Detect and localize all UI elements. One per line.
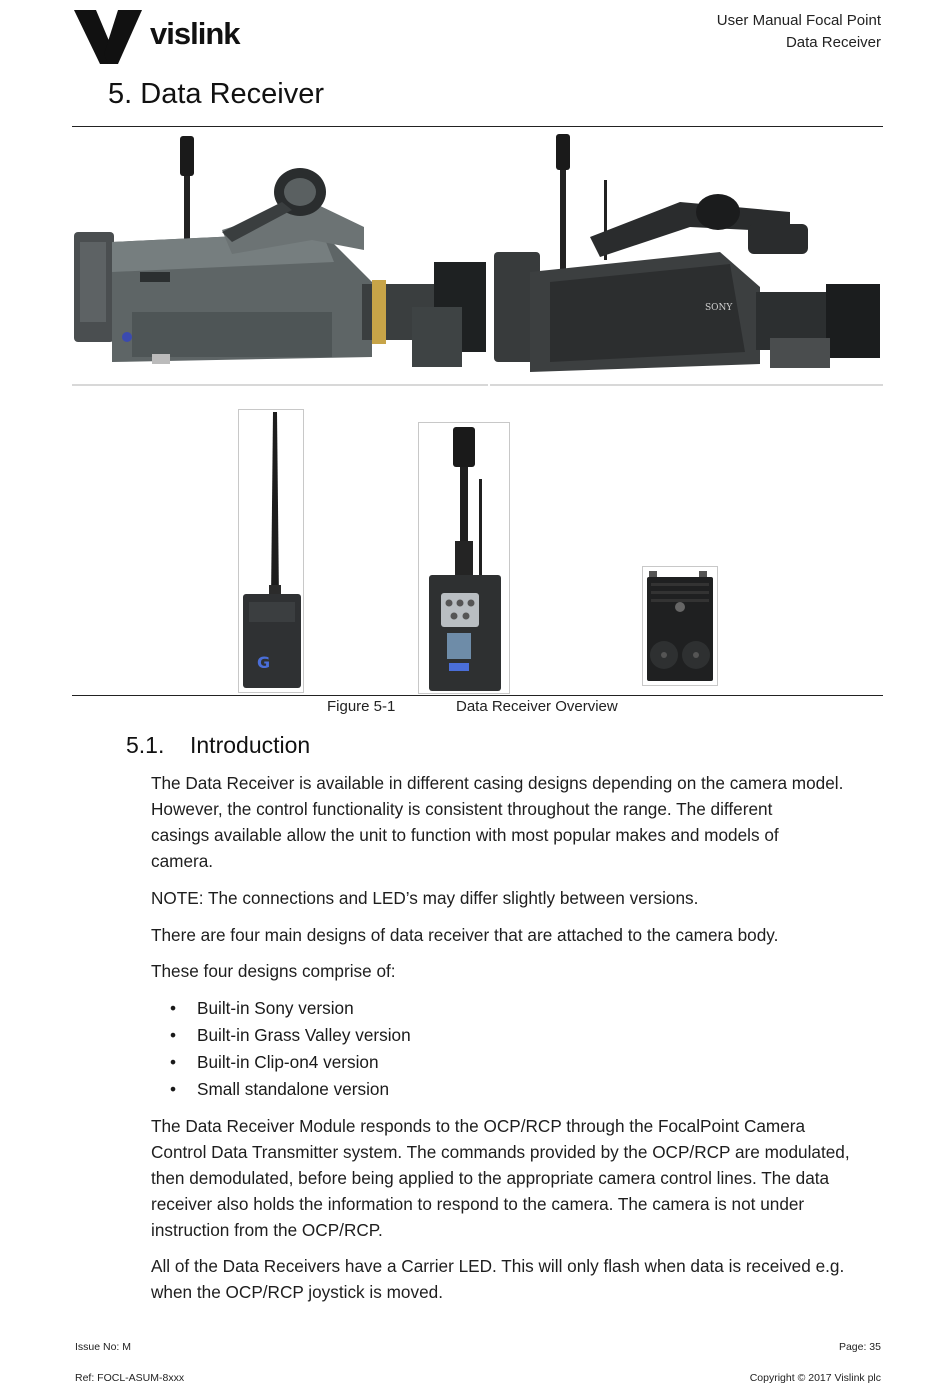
bullet-icon: • xyxy=(170,1025,177,1045)
section-number: 5.1. xyxy=(126,732,165,758)
list-item xyxy=(151,1022,851,1049)
figure-number: Figure 5-1 xyxy=(327,698,396,715)
receiver-photo-standalone-unit xyxy=(642,566,718,686)
chapter-number: 5. xyxy=(108,78,133,110)
list-item xyxy=(151,1076,851,1103)
text-line: when the OCP/RCP joystick is moved. xyxy=(151,1282,443,1302)
text-line: instruction from the OCP/RCP. xyxy=(151,1220,383,1240)
header-rule xyxy=(72,126,883,127)
section-heading xyxy=(126,732,310,759)
text-line: camera. xyxy=(151,851,214,871)
vislink-logo xyxy=(74,8,264,66)
page-number: Page: 35 xyxy=(838,1341,881,1353)
list-item xyxy=(151,1049,851,1076)
bullet-icon: • xyxy=(170,1052,177,1072)
text-line: NOTE: The connections and LED’s may differ slightly between versions. xyxy=(151,888,699,908)
camera-photo-left xyxy=(72,132,488,386)
vislink-v-mark-icon xyxy=(74,8,146,66)
document-ref: Ref: FOCL-ASUM-8xxx xyxy=(75,1372,185,1384)
camera-photo-right xyxy=(490,132,883,386)
manual-section: Data Receiver xyxy=(785,34,881,51)
receiver-photo-antenna-unit xyxy=(238,409,304,693)
text-line: Control Data Transmitter system. The commands provided by the OCP/RCP are modulated, xyxy=(151,1142,850,1162)
figure-rule xyxy=(72,695,883,696)
text-line: There are four main designs of data receiver that are attached to the camera body. xyxy=(151,925,779,945)
text-line: All of the Data Receivers have a Carrier LED. This will only flash when data is received e.g. xyxy=(151,1256,845,1276)
section-title: Introduction xyxy=(190,732,311,758)
list-item xyxy=(151,995,851,1022)
bullet-icon: • xyxy=(170,998,177,1018)
paragraph-carrier-led xyxy=(151,1253,886,1305)
issue-number: Issue No: M xyxy=(75,1341,132,1353)
text-line: The Data Receiver Module responds to the OCP/RCP through the FocalPoint Camera xyxy=(151,1116,806,1136)
manual-title: User Manual Focal Point xyxy=(716,12,881,29)
text-line: receiver also holds the information to respond to the camera. The camera is not under xyxy=(151,1194,805,1214)
paragraph-intro xyxy=(151,770,886,874)
paragraph-comprise xyxy=(151,958,886,984)
sony-badge: SONY xyxy=(705,303,733,313)
text-line: The Data Receiver is available in different casing designs depending on the camera model. xyxy=(151,773,844,793)
chapter-title: Data Receiver xyxy=(140,78,324,110)
text-line: However, the control functionality is consistent throughout the range. The different xyxy=(151,799,773,819)
list-item-label: Built-in Clip-on4 version xyxy=(197,1052,379,1072)
text-line: These four designs comprise of: xyxy=(151,961,396,981)
text-line: casings available allow the unit to function with most popular makes and models of xyxy=(151,825,779,845)
figure-caption-text: Data Receiver Overview xyxy=(456,698,618,715)
list-item-label: Built-in Sony version xyxy=(197,998,354,1018)
list-item-label: Small standalone version xyxy=(197,1079,390,1099)
paragraph-designs xyxy=(151,922,886,948)
bullet-icon: • xyxy=(170,1079,177,1099)
list-item-label: Built-in Grass Valley version xyxy=(197,1025,411,1045)
paragraph-note xyxy=(151,885,886,911)
chapter-heading xyxy=(108,78,324,111)
svg-text:G: G xyxy=(257,653,271,672)
running-header xyxy=(717,10,881,54)
copyright: Copyright © 2017 Vislink plc xyxy=(749,1372,881,1384)
receiver-photo-clip-unit xyxy=(418,422,510,694)
design-list xyxy=(151,995,851,1103)
text-line: then demodulated, before being applied to the appropriate camera control lines. The data xyxy=(151,1168,830,1188)
logo-wordmark: vislink xyxy=(150,16,240,51)
paragraph-module xyxy=(151,1113,886,1243)
